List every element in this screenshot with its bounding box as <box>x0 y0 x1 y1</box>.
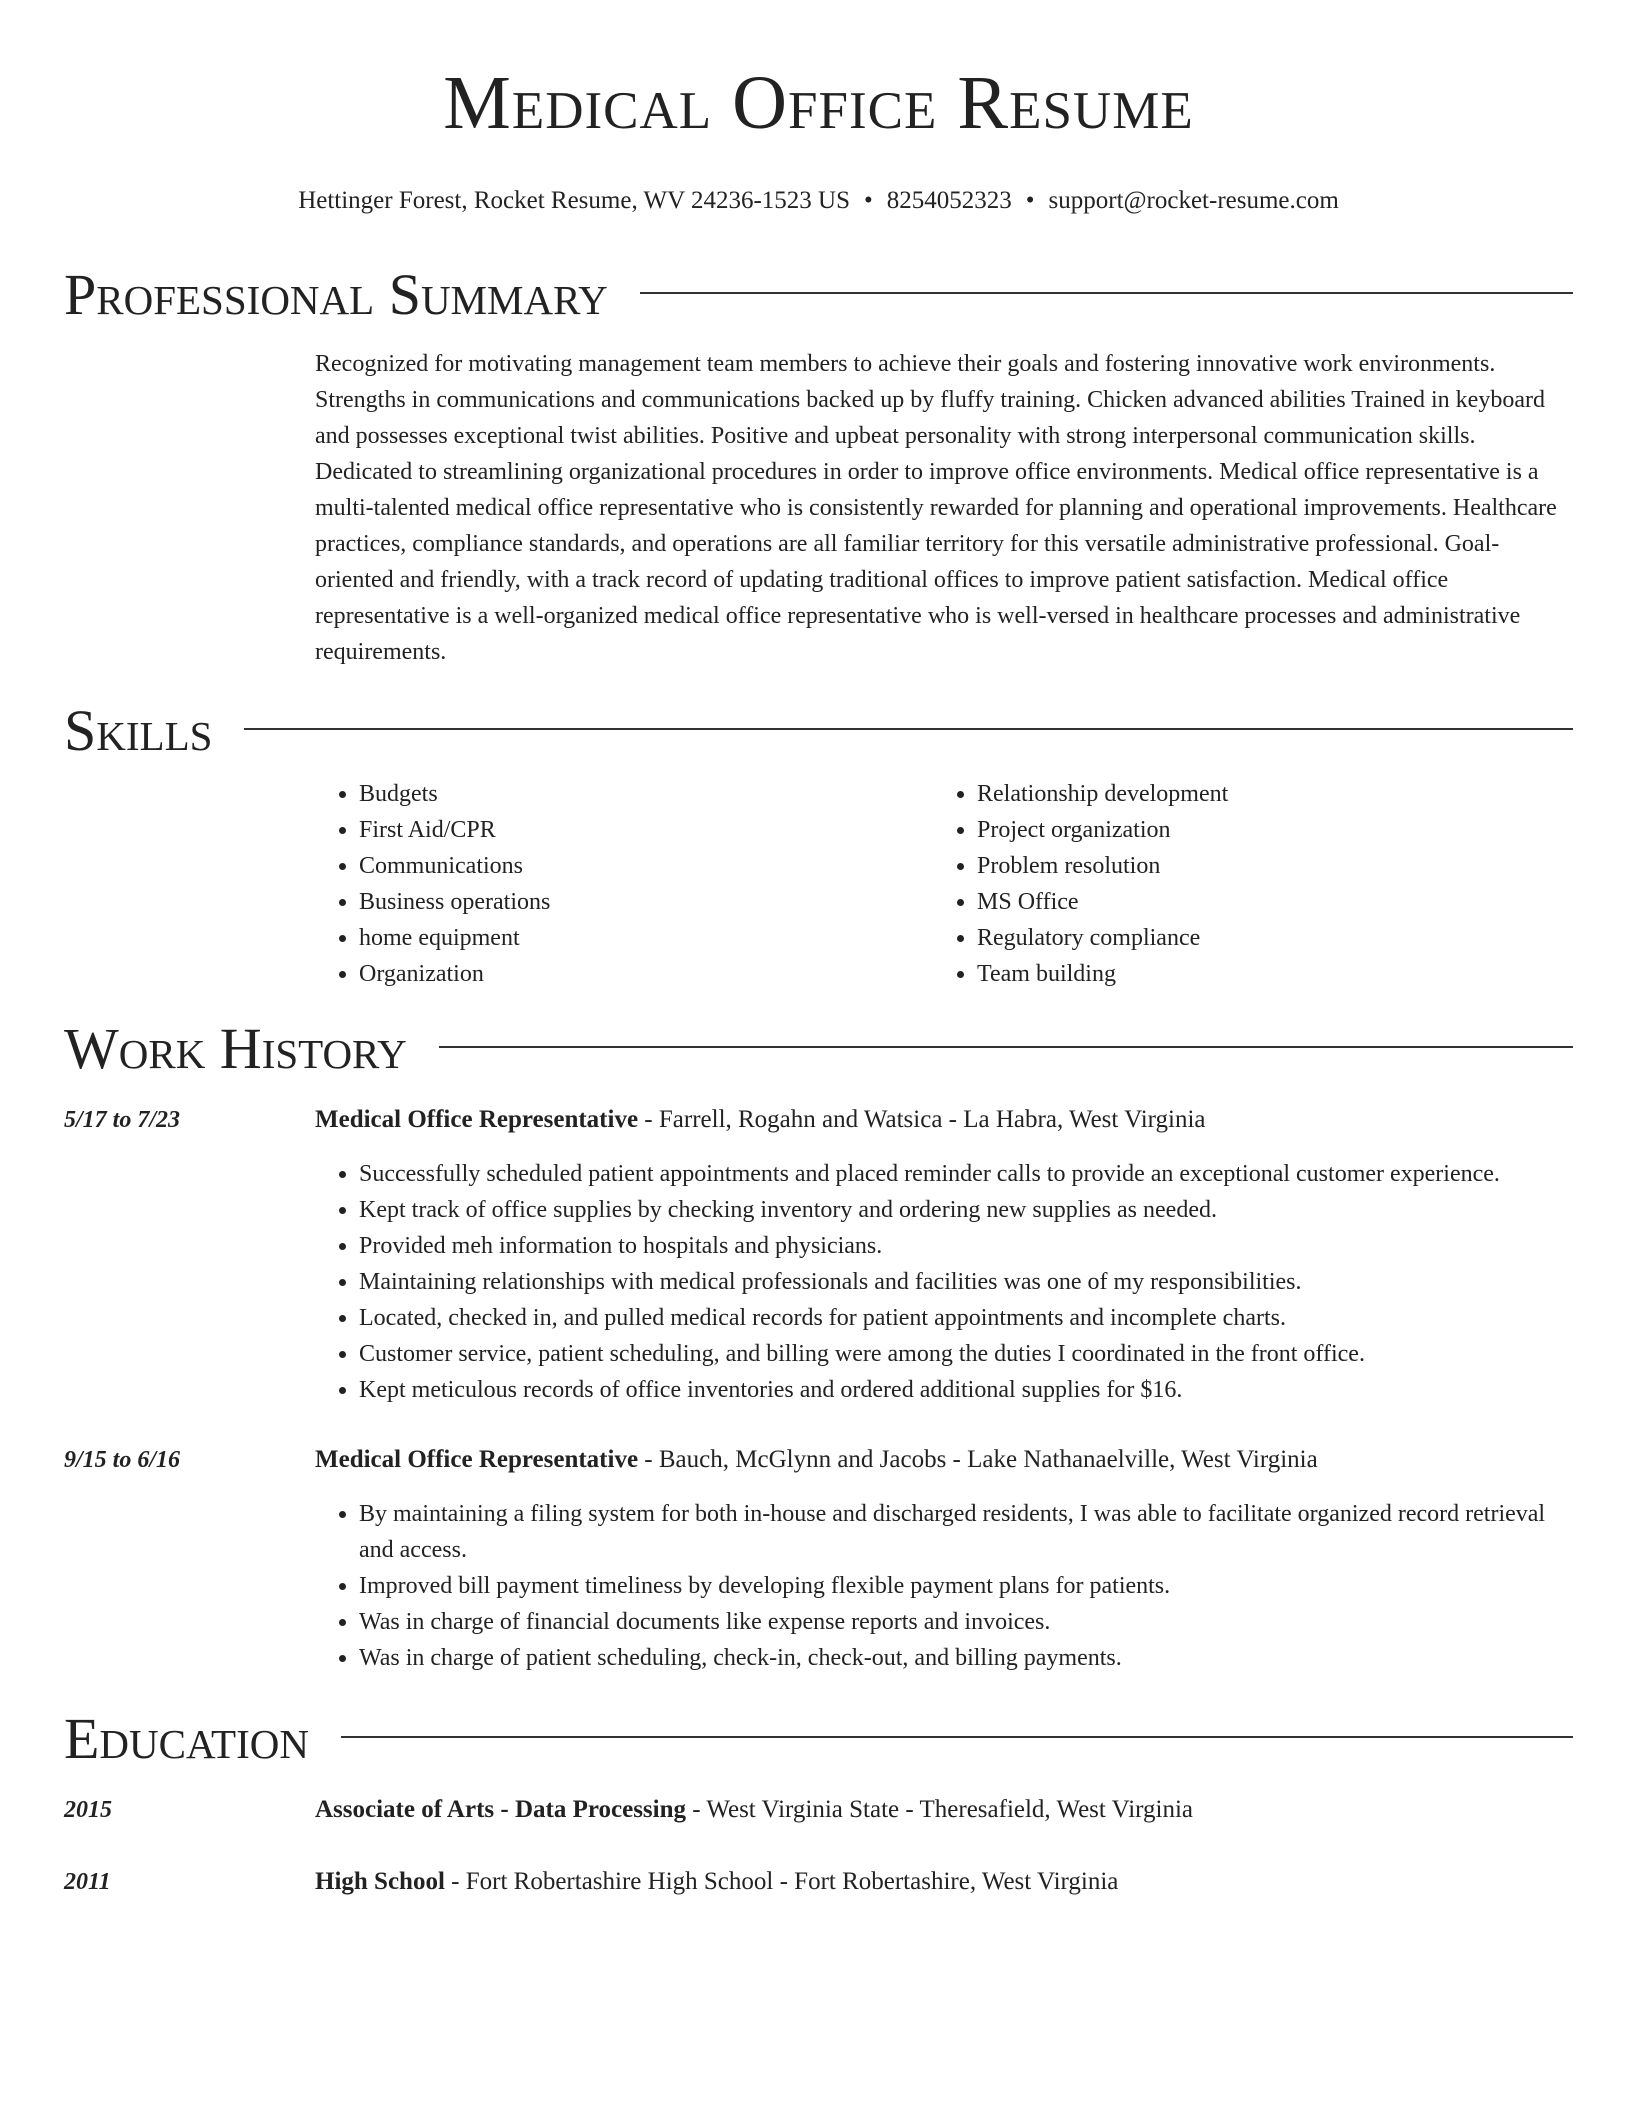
job-dates: 5/17 to 7/23 <box>64 1107 181 1133</box>
education-year: 2015 <box>64 1797 112 1823</box>
skills-list <box>315 776 1573 992</box>
skill-item: • Problem resolution <box>977 848 1551 884</box>
job-body <box>315 1102 1573 1408</box>
job-duty: • Kept track of office supplies by checking inventory and ordering new supplies as needed. <box>359 1192 1573 1228</box>
education-heading-line <box>315 1864 1118 1900</box>
education-degree: Associate of Arts - Data Processing <box>315 1796 686 1823</box>
section-divider <box>439 1046 1573 1048</box>
education-heading: Education <box>64 1706 309 1771</box>
skills-section-header <box>64 698 1573 764</box>
job-heading <box>315 1442 1573 1478</box>
summary-heading: Professional Summary <box>64 262 608 327</box>
job-duty: • Customer service, patient scheduling, and billing were among the duties I coordinated in the front office. <box>359 1336 1573 1372</box>
job-duty: • Kept meticulous records of office inventories and ordered additional supplies for $16. <box>359 1372 1573 1408</box>
contact-line <box>64 186 1573 216</box>
job-dates: 9/15 to 6/16 <box>64 1447 181 1473</box>
skill-item: • Business operations <box>359 884 933 920</box>
skill-item: • First Aid/CPR <box>359 812 933 848</box>
education-entry <box>64 1864 1573 1900</box>
job-entry <box>64 1442 1573 1676</box>
job-duty: • Was in charge of financial documents like expense reports and invoices. <box>359 1604 1573 1640</box>
work-heading: Work History <box>64 1016 407 1081</box>
job-employer: - Bauch, McGlynn and Jacobs - Lake Nathanaelville, West Virginia <box>638 1446 1318 1473</box>
summary-section-header <box>64 262 1573 328</box>
skill-item: • Organization <box>359 956 933 992</box>
job-employer: - Farrell, Rogahn and Watsica - La Habra, West Virginia <box>638 1106 1206 1133</box>
education-school: - West Virginia State - Theresafield, West Virginia <box>686 1796 1194 1823</box>
job-duty: • Located, checked in, and pulled medical records for patient appointments and incomplete charts. <box>359 1300 1573 1336</box>
skill-item: • MS Office <box>977 884 1551 920</box>
section-divider <box>244 728 1573 730</box>
summary-paragraph: Recognized for motivating management team members to achieve their goals and fostering innovative work environments. Strengths in communications and communications backed up by fluffy training. Chicken advanced abilities Trained in keyboard and possesses exceptional twist abilities. Positive and upbeat personality with strong interpersonal communication skills. Dedicated to streamlining organizational procedures in order to improve office environments. Medical office representative is a multi-talented medical office representative who is consistently rewarded for planning and operational improvements. Healthcare practices, compliance standards, and operations are all familiar territory for this versatile administrative professional. Goal-oriented and friendly, with a track record of updating traditional offices to improve patient satisfaction. Medical office representative is a well-organized medical office representative who is well-versed in healthcare processes and administrative requirements. <box>315 351 1557 665</box>
job-duty: • Provided meh information to hospitals and physicians. <box>359 1228 1573 1264</box>
job-title: Medical Office Representative <box>315 1106 639 1133</box>
education-year: 2011 <box>64 1869 111 1895</box>
education-degree: High School <box>315 1868 445 1895</box>
skill-item: • Budgets <box>359 776 933 812</box>
job-duties <box>315 1156 1573 1408</box>
skill-item: • Regulatory compliance <box>977 920 1551 956</box>
education-entry <box>64 1792 1573 1828</box>
education-section-header <box>64 1706 1573 1772</box>
skill-item: • Project organization <box>977 812 1551 848</box>
education-school: - Fort Robertashire High School - Fort Robertashire, West Virginia <box>444 1868 1119 1895</box>
skill-item: • home equipment <box>359 920 933 956</box>
resume-name: Medical Office Resume <box>443 61 1194 145</box>
job-duty: • Successfully scheduled patient appointments and placed reminder calls to provide an exceptional customer experience. <box>359 1156 1573 1192</box>
skills-column-right <box>933 776 1551 992</box>
skill-item: • Team building <box>977 956 1551 992</box>
skill-item: • Communications <box>359 848 933 884</box>
job-duty: • Maintaining relationships with medical professionals and facilities was one of my responsibilities. <box>359 1264 1573 1300</box>
job-body <box>315 1442 1573 1676</box>
skill-item: • Relationship development <box>977 776 1551 812</box>
job-title: Medical Office Representative <box>315 1446 639 1473</box>
contact-separator: • <box>1025 187 1035 214</box>
contact-address: Hettinger Forest, Rocket Resume, WV 24236-1523 US <box>298 187 850 214</box>
job-duty: • Improved bill payment timeliness by developing flexible payment plans for patients. <box>359 1568 1573 1604</box>
job-duties <box>315 1496 1573 1676</box>
contact-separator: • <box>863 187 873 214</box>
job-heading <box>315 1102 1573 1138</box>
job-duty: • By maintaining a filing system for both in-house and discharged residents, I was able to facilitate organized record retrieval and access. <box>359 1496 1573 1568</box>
education-heading-line <box>315 1792 1193 1828</box>
work-section-header <box>64 1016 1573 1082</box>
job-entry <box>64 1102 1573 1408</box>
section-divider <box>341 1736 1573 1738</box>
resume-page <box>64 0 1573 1900</box>
skills-column-left <box>315 776 933 992</box>
contact-phone: 8254052323 <box>886 187 1012 214</box>
skills-heading: Skills <box>64 698 213 763</box>
contact-email: support@rocket-resume.com <box>1048 187 1339 214</box>
section-divider <box>640 292 1573 294</box>
job-duty: • Was in charge of patient scheduling, check-in, check-out, and billing payments. <box>359 1640 1573 1676</box>
